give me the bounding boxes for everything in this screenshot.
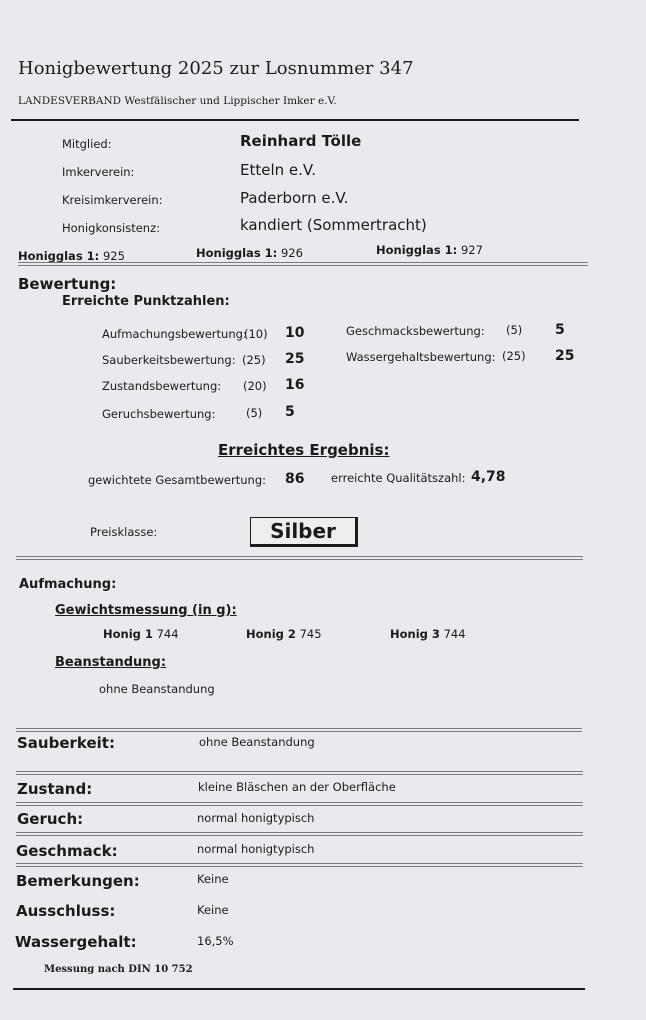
total-score-value: 86 [285,471,305,487]
glass-1-value: 925 [102,249,125,263]
quality-number-value: 4,78 [471,469,506,485]
score-cleanliness-value: 25 [285,351,305,367]
consistency-label: Honigkonsistenz: [62,221,161,235]
score-smell-max: (5) [246,406,263,420]
total-score-label: gewichtete Gesamtbewertung: [88,473,266,487]
consistency-value: kandiert (Sommertracht) [240,216,427,234]
remarks-value: Keine [197,872,229,886]
member-value: Reinhard Tölle [240,132,362,150]
condition-label: Zustand: [17,780,93,798]
score-taste-label: Geschmacksbewertung: [346,324,485,338]
price-class-label: Preisklasse: [90,525,158,539]
weight-2-value: 745 [299,627,322,641]
measurement-note: Messung nach DIN 10 752 [44,964,193,975]
glass-3 [376,243,483,257]
glass-2-label: Honigglas 1: [196,246,278,260]
district-club-label: Kreisimkerverein: [62,193,163,207]
water-content-label: Wassergehalt: [15,933,137,951]
weight-1-value: 744 [156,627,179,641]
footer-rule [13,988,585,990]
result-heading: Erreichtes Ergebnis: [218,441,390,459]
weight-1 [103,627,179,641]
association-name: LANDESVERBAND Westfälischer und Lippischer Imker e.V. [18,95,337,107]
score-presentation-value: 10 [285,325,305,341]
score-taste-value: 5 [555,322,565,338]
water-content-value: 16,5% [197,934,234,948]
result-divider [16,556,583,560]
packaging-heading: Aufmachung: [19,577,117,592]
cleanliness-label: Sauberkeit: [17,734,115,752]
glass-1 [18,249,125,263]
quality-number-label: erreichte Qualitätszahl: [331,471,466,485]
score-cleanliness-max: (25) [242,353,266,367]
taste-value: normal honigtypisch [197,842,315,856]
smell-label: Geruch: [17,810,84,828]
rating-heading: Bewertung: [18,275,117,293]
weight-1-label: Honig 1 [103,627,153,641]
price-class-badge: Silber [250,517,358,547]
scores-subheading: Erreichte Punktzahlen: [62,294,230,309]
score-water-label: Wassergehaltsbewertung: [346,350,496,364]
district-club-value: Paderborn e.V. [240,189,349,207]
taste-label: Geschmack: [16,842,118,860]
score-taste-max: (5) [506,323,523,337]
remarks-label: Bemerkungen: [16,872,140,890]
weight-3 [390,627,466,641]
score-smell-label: Geruchsbewertung: [102,407,216,421]
score-water-value: 25 [555,348,575,364]
weight-2-label: Honig 2 [246,627,296,641]
cleanliness-divider [16,771,583,775]
taste-divider [16,863,583,867]
complaint-heading: Beanstandung: [55,655,167,670]
glass-2 [196,246,303,260]
score-water-max: (25) [502,349,526,363]
weight-3-label: Honig 3 [390,627,440,641]
smell-divider [16,832,583,836]
exclusion-label: Ausschluss: [16,902,116,920]
glass-1-label: Honigglas 1: [18,249,100,263]
packaging-divider [16,728,582,732]
condition-value: kleine Bläschen an der Oberfläche [198,780,396,794]
glass-2-value: 926 [280,246,303,260]
condition-divider [16,802,583,806]
cleanliness-value: ohne Beanstandung [199,735,315,749]
score-presentation-max: (10) [244,327,268,341]
score-condition-value: 16 [285,377,305,393]
weight-2 [246,627,322,641]
header-rule [11,119,579,121]
club-value: Etteln e.V. [240,161,317,179]
glass-3-label: Honigglas 1: [376,243,458,257]
weight-heading: Gewichtsmessung (in g): [55,603,237,618]
score-presentation-label: Aufmachungsbewertung: [102,327,247,341]
score-condition-max: (20) [243,379,267,393]
page-title: Honigbewertung 2025 zur Losnummer 347 [18,58,414,79]
score-condition-label: Zustandsbewertung: [102,379,222,393]
score-smell-value: 5 [285,404,295,420]
club-label: Imkerverein: [62,165,135,179]
complaint-value: ohne Beanstandung [99,682,215,696]
smell-value: normal honigtypisch [197,811,315,825]
glass-3-value: 927 [460,243,483,257]
member-label: Mitglied: [62,137,112,151]
score-cleanliness-label: Sauberkeitsbewertung: [102,353,236,367]
weight-3-value: 744 [443,627,466,641]
exclusion-value: Keine [197,903,229,917]
glasses-divider [18,262,588,266]
